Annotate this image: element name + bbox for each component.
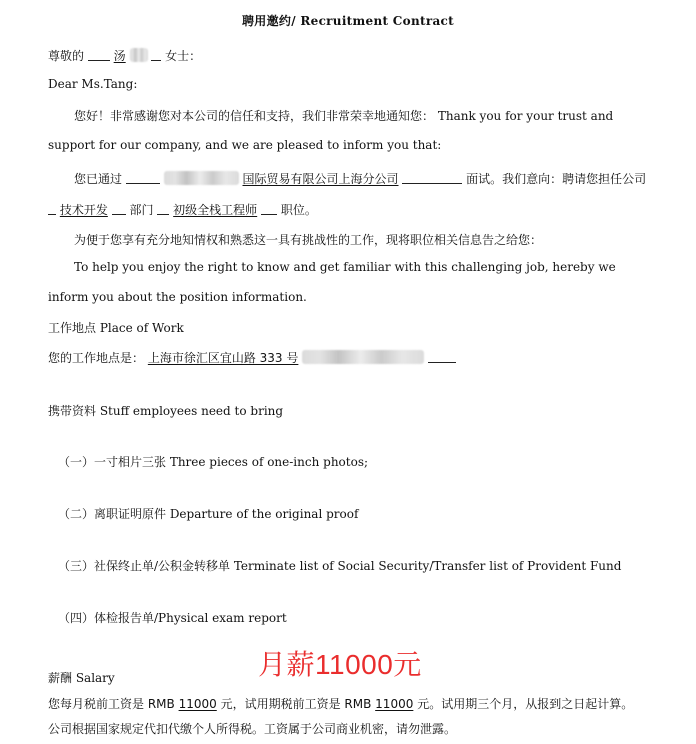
greeting-cn-line — [48, 48, 201, 63]
greeting-name-blank-right — [151, 48, 161, 61]
greeting-name-blank-left — [88, 48, 110, 61]
position-value: 初级全栈工程师 — [173, 203, 258, 217]
intro-en-2: support for our company, and we are pleased to inform you that: — [48, 138, 442, 152]
bring-item-2: （二）离职证明原件 Departure of the original proof — [58, 507, 359, 521]
salary-amount-1: 11000 — [178, 697, 217, 711]
department-blank-right — [112, 202, 126, 215]
workplace-title: 工作地点 Place of Work — [48, 321, 184, 335]
salary-amount-2: 11000 — [375, 697, 414, 711]
company-blank-left — [126, 171, 160, 184]
position-label: 职位。 — [280, 203, 317, 217]
info-en-2: inform you about the position information. — [48, 290, 307, 304]
document-title: 聘用邀约/ Recruitment Contract — [242, 14, 454, 28]
salary-line-2: 公司根据国家规定代扣代缴个人所得税。工资属于公司商业机密，请勿泄露。 — [48, 722, 457, 736]
interview-prefix: 您已通过 — [74, 172, 123, 186]
greeting-name: 汤 — [113, 49, 126, 63]
salary-line-1-b: 元，试用期税前工资是 RMB — [220, 697, 372, 711]
position-line — [48, 202, 317, 217]
interview-line — [74, 171, 646, 186]
greeting-cn-suffix: 女士： — [165, 49, 202, 63]
salary-line-1-c: 元。试用期三个月，从报到之日起计算。 — [417, 697, 634, 711]
salary-highlight: 月薪11000元 — [258, 649, 422, 680]
department-value: 技术开发 — [59, 203, 108, 217]
intro-line-1 — [74, 109, 613, 123]
position-blank-left — [157, 202, 169, 215]
position-blank-right — [261, 202, 277, 215]
bring-title: 携带资料 Stuff employees need to bring — [48, 404, 284, 418]
company-redaction — [164, 171, 239, 185]
greeting-name-redaction — [130, 48, 148, 62]
info-cn: 为便于您享有充分地知情权和熟悉这一具有挑战性的工作，现将职位相关信息告之给您： — [74, 233, 543, 247]
workplace-blank-right — [428, 350, 456, 363]
greeting-en: Dear Ms.Tang: — [48, 77, 138, 91]
department-blank-left — [48, 202, 56, 215]
bring-item-1: （一）一寸相片三张 Three pieces of one-inch photos; — [58, 455, 369, 469]
bring-item-4: （四）体检报告单/Physical exam report — [58, 611, 287, 625]
department-label: 部门 — [129, 203, 154, 217]
company-name: 国际贸易有限公司上海分公司 — [242, 172, 399, 186]
interview-suffix: 面试。我们意向：聘请您担任公司 — [466, 172, 647, 186]
salary-title: 薪酬 Salary — [48, 671, 115, 685]
intro-cn: 您好！非常感谢您对本公司的信任和支持，我们非常荣幸地通知您： — [74, 109, 435, 123]
info-en-1: To help you enjoy the right to know and get familiar with this challenging job, hereby we — [74, 260, 616, 274]
greeting-cn-prefix: 尊敬的 — [48, 49, 85, 63]
intro-en-1: Thank you for your trust and — [437, 109, 614, 123]
workplace-line — [48, 350, 456, 365]
workplace-prefix: 您的工作地点是： — [48, 351, 145, 365]
salary-line-1 — [48, 697, 633, 711]
bring-item-3: （三）社保终止单/公积金转移单 Terminate list of Social Security/Transfer list of Provident Fund — [58, 559, 622, 573]
workplace-redaction — [302, 350, 424, 364]
workplace-address: 上海市徐汇区宜山路 333 号 — [147, 351, 299, 365]
company-blank-right — [402, 171, 462, 184]
salary-line-1-a: 您每月税前工资是 RMB — [48, 697, 175, 711]
